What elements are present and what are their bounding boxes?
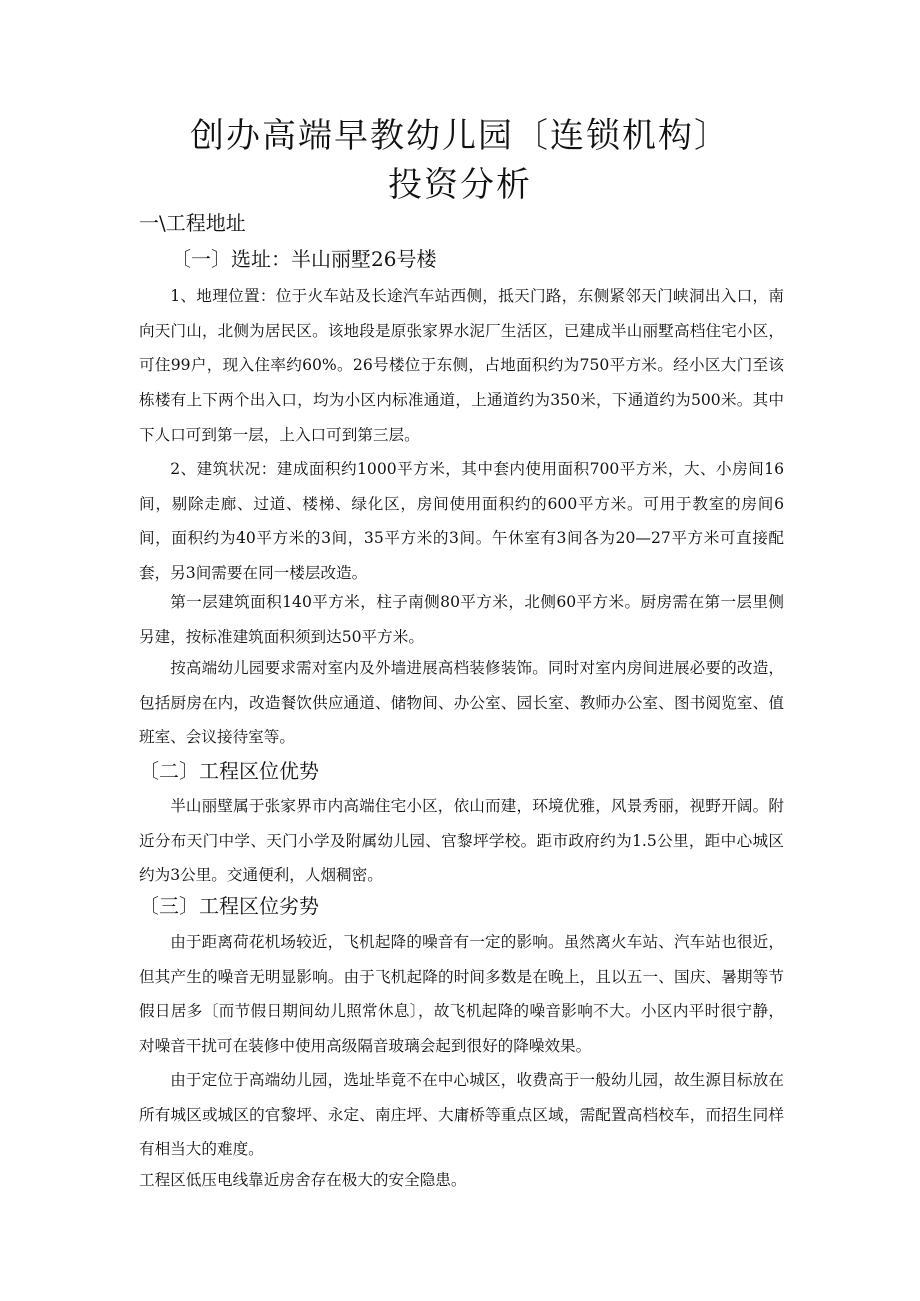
paragraph-renovation: 按高端幼儿园要求需对室内及外墙进展高档装修装饰。同时对室内房间进展必要的改造，包括厨房在内，改造餐饮供应通道、储物间、办公室、园长室、教师办公室、图书阅览室、值班室、会议接待室等。 [139, 659, 784, 747]
subsection-heading-site: 〔一〕选址：半山丽墅26号楼 [171, 247, 437, 271]
document-subtitle: 投资分析 [388, 165, 532, 205]
document-title: 创办高端早教幼儿园〔连锁机构〕 [190, 116, 730, 156]
paragraph-safety-hazard: 工程区低压电线靠近房舍存在极大的安全隐患。 [139, 1171, 467, 1189]
subsection-heading-disadvantages: 〔三〕工程区位劣势 [139, 894, 319, 918]
paragraph-first-floor: 第一层建筑面积140平方米，柱子南侧80平方米，北侧60平方米。厨房需在第一层里侧另建，按标准建筑面积须到达50平方米。 [139, 593, 784, 646]
paragraph-noise: 由于距离荷花机场较近，飞机起降的噪音有一定的影响。虽然离火车站、汽车站也很近，但其产生的噪音无明显影响。由于飞机起降的时间多数是在晚上，且以五一、国庆、暑期等节假日居多〔而节假日期间幼儿照常休息〕，故飞机起降的噪音影响不大。小区内平时很宁静，对噪音干扰可在装修中使用高级隔音玻璃会起到很好的降噪效果。 [139, 933, 784, 1056]
subsection-heading-advantages: 〔二〕工程区位优势 [139, 759, 319, 783]
paragraph-building-status: 2、建筑状况：建成面积约1000平方米，其中套内使用面积700平方米，大、小房间16间，剔除走廊、过道、楼梯、绿化区，房间使用面积约的600平方米。可用于教室的房间6间，面积约为40平方米的3间，35平方米的3间。午休室有3间各为20—27平方米可直接配套，另3间需要在同一楼层改造。 [139, 460, 784, 583]
paragraph-location: 1、地理位置：位于火车站及长途汽车站西侧，抵天门路，东侧紧邻天门峡洞出入口，南向天门山，北侧为居民区。该地段是原张家界水泥厂生活区，已建成半山丽墅高档住宅小区，可住99户，现入住率约60%。26号楼位于东侧，占地面积约为750平方米。经小区大门至该栋楼有上下两个出入口，均为小区内标准通道，上通道约为350米，下通道约为500米。其中下人口可到第一层，上入口可到第三层。 [139, 287, 784, 444]
section-heading-project-address: 一\工程地址 [139, 211, 246, 235]
paragraph-enrollment: 由于定位于高端幼儿园，选址毕竟不在中心城区，收费高于一般幼儿园，故生源目标放在所有城区或城区的官黎坪、永定、南庄坪、大庸桥等重点区域，需配置高档校车，而招生同样有相当大的难度。 [139, 1071, 784, 1159]
paragraph-advantages: 半山丽壁属于张家界市内高端住宅小区，依山而建，环境优雅，风景秀丽，视野开阔。附近分布天门中学、天门小学及附属幼儿园、官黎坪学校。距市政府约为1.5公里，距中心城区约为3公里。交通便利，人烟稠密。 [139, 797, 784, 885]
